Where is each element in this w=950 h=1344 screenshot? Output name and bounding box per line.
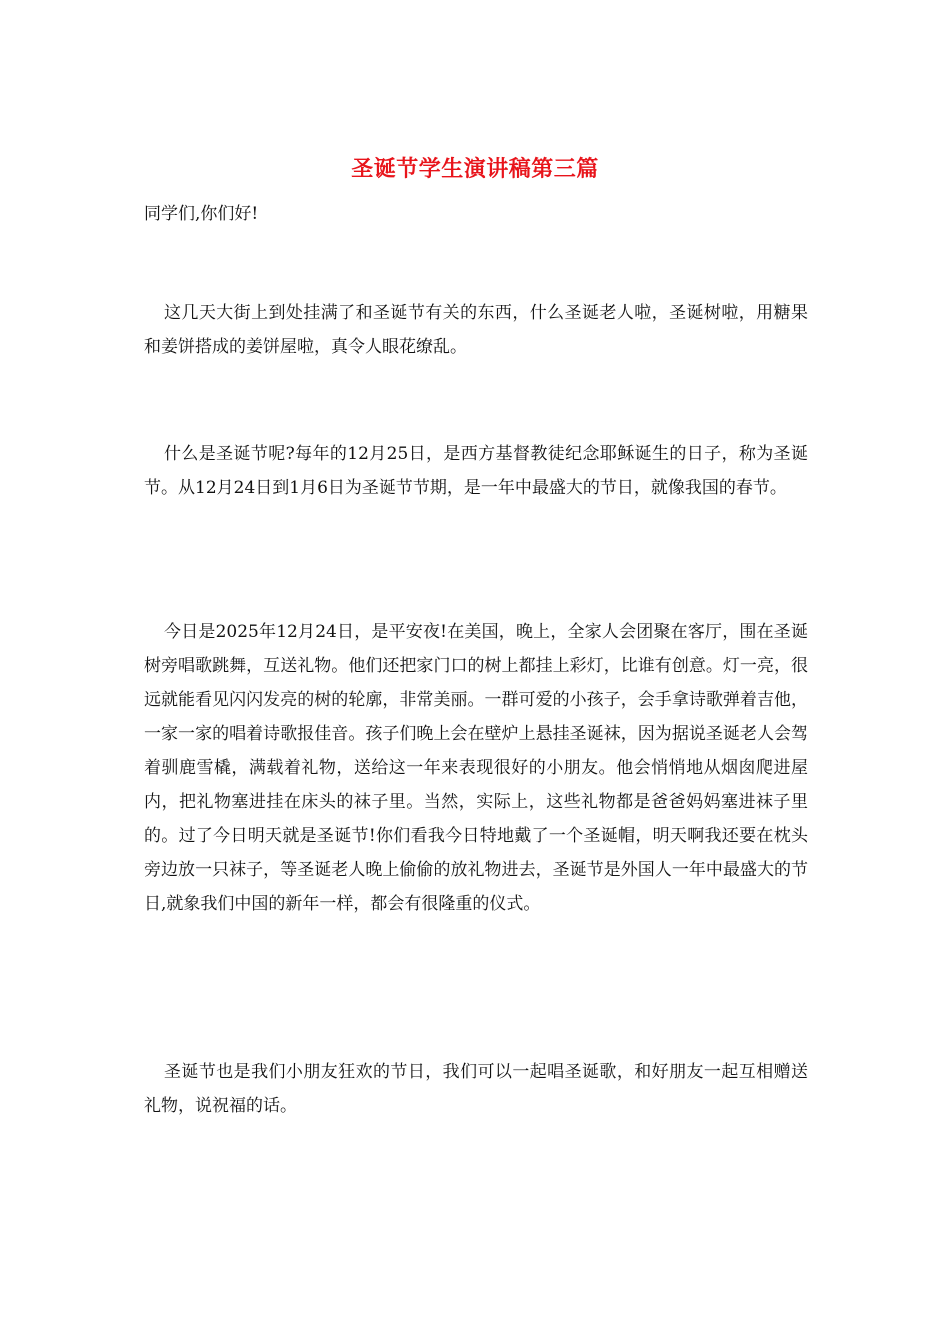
document-title: 圣诞节学生演讲稿第三篇 xyxy=(351,156,599,182)
paragraph-4: 圣诞节也是我们小朋友狂欢的节日，我们可以一起唱圣诞歌，和好朋友一起互相赠送礼物，说祝福的话。 xyxy=(144,1062,808,1116)
greeting-text: 同学们,你们好! xyxy=(144,204,259,224)
paragraph-2: 什么是圣诞节呢?每年的12月25日，是西方基督教徒纪念耶稣诞生的日子，称为圣诞节。从12月24日到1月6日为圣诞节节期，是一年中最盛大的节日，就像我国的春节。 xyxy=(144,444,808,498)
paragraph-1: 这几天大街上到处挂满了和圣诞节有关的东西，什么圣诞老人啦，圣诞树啦，用糖果和姜饼搭成的姜饼屋啦，真令人眼花缭乱。 xyxy=(144,303,808,357)
paragraph-3: 今日是2025年12月24日，是平安夜!在美国，晚上，全家人会团聚在客厅，围在圣诞树旁唱歌跳舞，互送礼物。他们还把家门口的树上都挂上彩灯，比谁有创意。灯一亮，很远就能看见闪闪发亮的树的轮廓，非常美丽。一群可爱的小孩子，会手拿诗歌弹着吉他，一家一家的唱着诗歌报佳音。孩子们晚上会在壁炉上悬挂圣诞袜，因为据说圣诞老人会驾着驯鹿雪橇，满载着礼物，送给这一年来表现很好的小朋友。他会悄悄地从烟囱爬进屋内，把礼物塞进挂在床头的袜子里。当然，实际上，这些礼物都是爸爸妈妈塞进袜子里的。过了今日明天就是圣诞节!你们看我今日特地戴了一个圣诞帽，明天啊我还要在枕头旁边放一只袜子，等圣诞老人晚上偷偷的放礼物进去，圣诞节是外国人一年中最盛大的节日,就象我们中国的新年一样，都会有很隆重的仪式。 xyxy=(144,622,808,914)
